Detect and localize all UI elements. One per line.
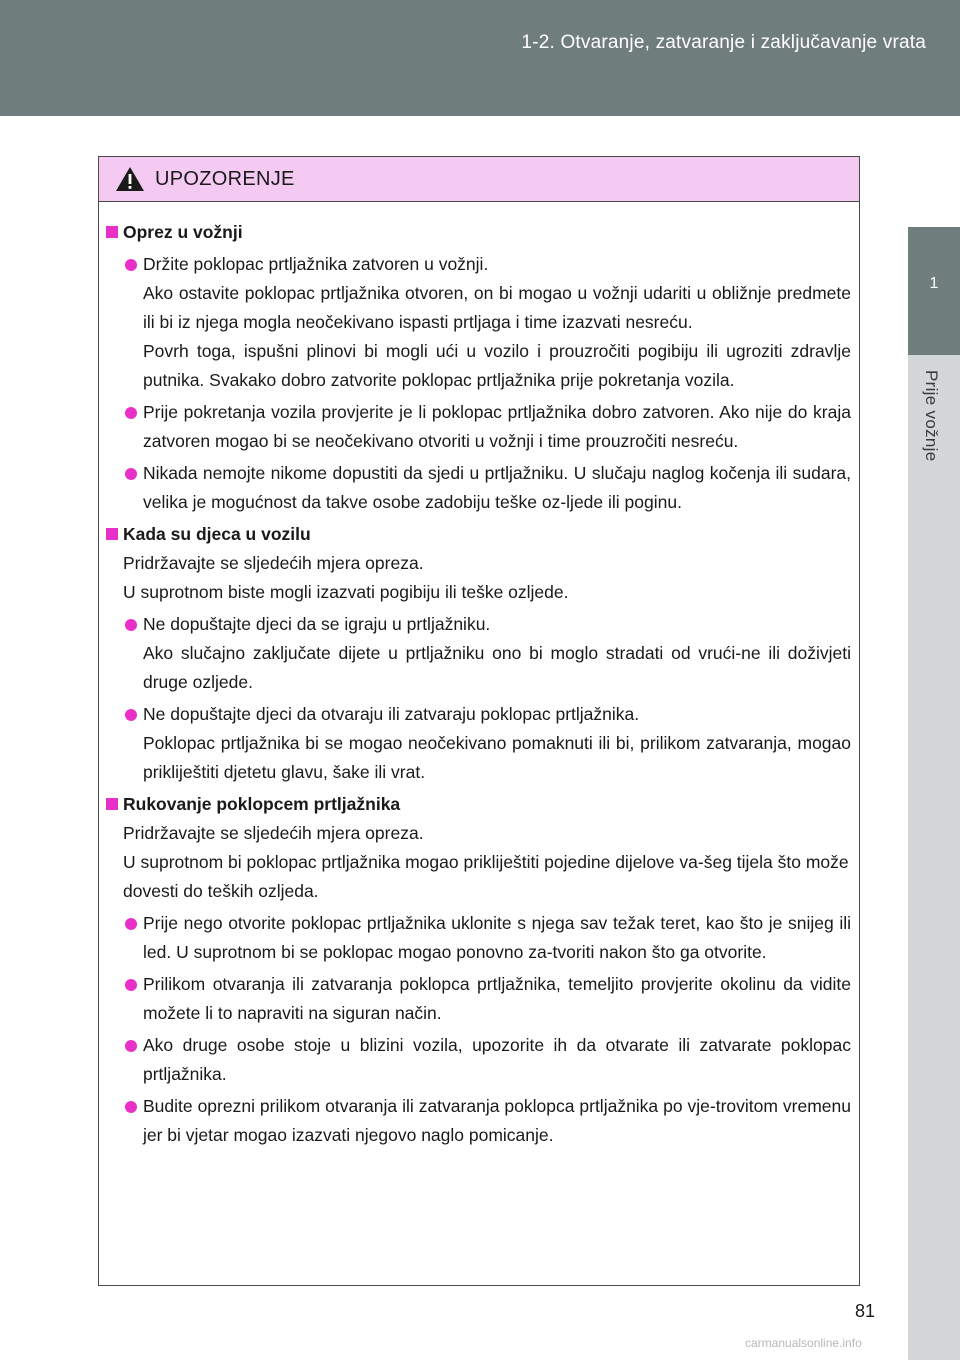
warning-body <box>99 202 859 1150</box>
warning-section <box>106 790 851 1150</box>
bullet-item <box>106 1092 851 1150</box>
bullet-item <box>106 700 851 787</box>
bullet-item <box>106 610 851 697</box>
warning-box <box>98 156 860 1286</box>
bullet-text: Poklopac prtljažnika bi se mogao neočekivano pomaknuti ili bi, prilikom zatvaranja, mogao prikliještiti djetetu glavu, šake ili vrat. <box>143 733 851 782</box>
page-header <box>0 0 960 116</box>
bullet-text: Ako druge osobe stoje u blizini vozila, upozorite ih da otvarate ili zatvarate poklopac prtljažnika. <box>143 1035 851 1084</box>
bullet-text: Ne dopuštajte djeci da otvaraju ili zatvaraju poklopac prtljažnika. <box>143 704 640 724</box>
bullet-text: Prilikom otvaranja ili zatvaranja poklopca prtljažnika, temeljito provjerite okolinu da vidite možete li to napraviti na siguran način. <box>143 974 851 1023</box>
bullet-text: Budite oprezni prilikom otvaranja ili zatvaranja poklopca prtljažnika po vje-trovitom vremenu jer bi vjetar mogao izazvati njegovo naglo pomicanje. <box>143 1096 851 1145</box>
section-intro: Pridržavajte se sljedećih mjera opreza. <box>123 823 424 843</box>
section-intro: Pridržavajte se sljedećih mjera opreza. <box>123 553 424 573</box>
warning-triangle-icon <box>115 166 145 192</box>
chapter-label: Prije vožnje <box>922 370 941 462</box>
bullet-text: Ako slučajno zaključate dijete u prtljažniku ono bi moglo stradati od vrući-ne ili doživjeti druge ozljede. <box>143 643 851 692</box>
bullet-item <box>106 1031 851 1089</box>
section-heading: Kada su djeca u vozilu <box>106 520 851 549</box>
bullet-text: Držite poklopac prtljažnika zatvoren u vožnji. <box>143 254 489 274</box>
watermark: carmanualsonline.info <box>745 1336 862 1350</box>
section-heading: Oprez u vožnji <box>106 218 851 247</box>
section-intro: U suprotnom biste mogli izazvati pogibiju ili teške ozljede. <box>123 582 569 602</box>
chapter-number: 1 <box>929 275 939 292</box>
bullet-item <box>106 250 851 395</box>
warning-header <box>99 157 859 202</box>
bullet-text: Nikada nemojte nikome dopustiti da sjedi u prtljažniku. U slučaju naglog kočenja ili sudara, velika je mogućnost da takve osobe zadobiju teške oz-ljede ili poginu. <box>143 463 851 512</box>
bullet-text: Ako ostavite poklopac prtljažnika otvoren, on bi mogao u vožnji udariti u obližnje predmete ili bi iz njega mogla neočekivano ispasti prtljaga i time izazvati nesreću. <box>143 283 851 332</box>
bullet-item <box>106 970 851 1028</box>
bullet-text: Prije nego otvorite poklopac prtljažnika uklonite s njega sav težak teret, kao što je snijeg ili led. U suprotnom bi se poklopac mogao ponovno za-tvoriti nakon što ga otvorite. <box>143 913 851 962</box>
bullet-item <box>106 398 851 456</box>
bullet-text: Ne dopuštajte djeci da se igraju u prtljažniku. <box>143 614 491 634</box>
bullet-text: Povrh toga, ispušni plinovi bi mogli ući u vozilo i prouzročiti pogibiju ili ugroziti zdravlje putnika. Svakako dobro zatvorite poklopac prtljažnika prije pokretanja vozila. <box>143 341 851 390</box>
warning-title: UPOZORENJE <box>155 167 295 190</box>
bullet-item <box>106 909 851 967</box>
section-title: 1-2. Otvaranje, zatvaranje i zaključavanje vrata <box>521 32 926 53</box>
chapter-tab <box>908 227 960 355</box>
warning-section <box>106 218 851 517</box>
warning-section <box>106 520 851 787</box>
bullet-item <box>106 459 851 517</box>
section-intro: U suprotnom bi poklopac prtljažnika mogao prikliještiti pojedine dijelove va-šeg tijela što može dovesti do teških ozljeda. <box>123 852 849 901</box>
chapter-strip <box>908 355 960 1360</box>
bullet-text: Prije pokretanja vozila provjerite je li poklopac prtljažnika dobro zatvoren. Ako nije do kraja zatvoren mogao bi se neočekivano otvoriti u vožnji i time prouzročiti nesreću. <box>143 402 851 451</box>
page-number: 81 <box>855 1301 876 1321</box>
section-heading: Rukovanje poklopcem prtljažnika <box>106 790 851 819</box>
